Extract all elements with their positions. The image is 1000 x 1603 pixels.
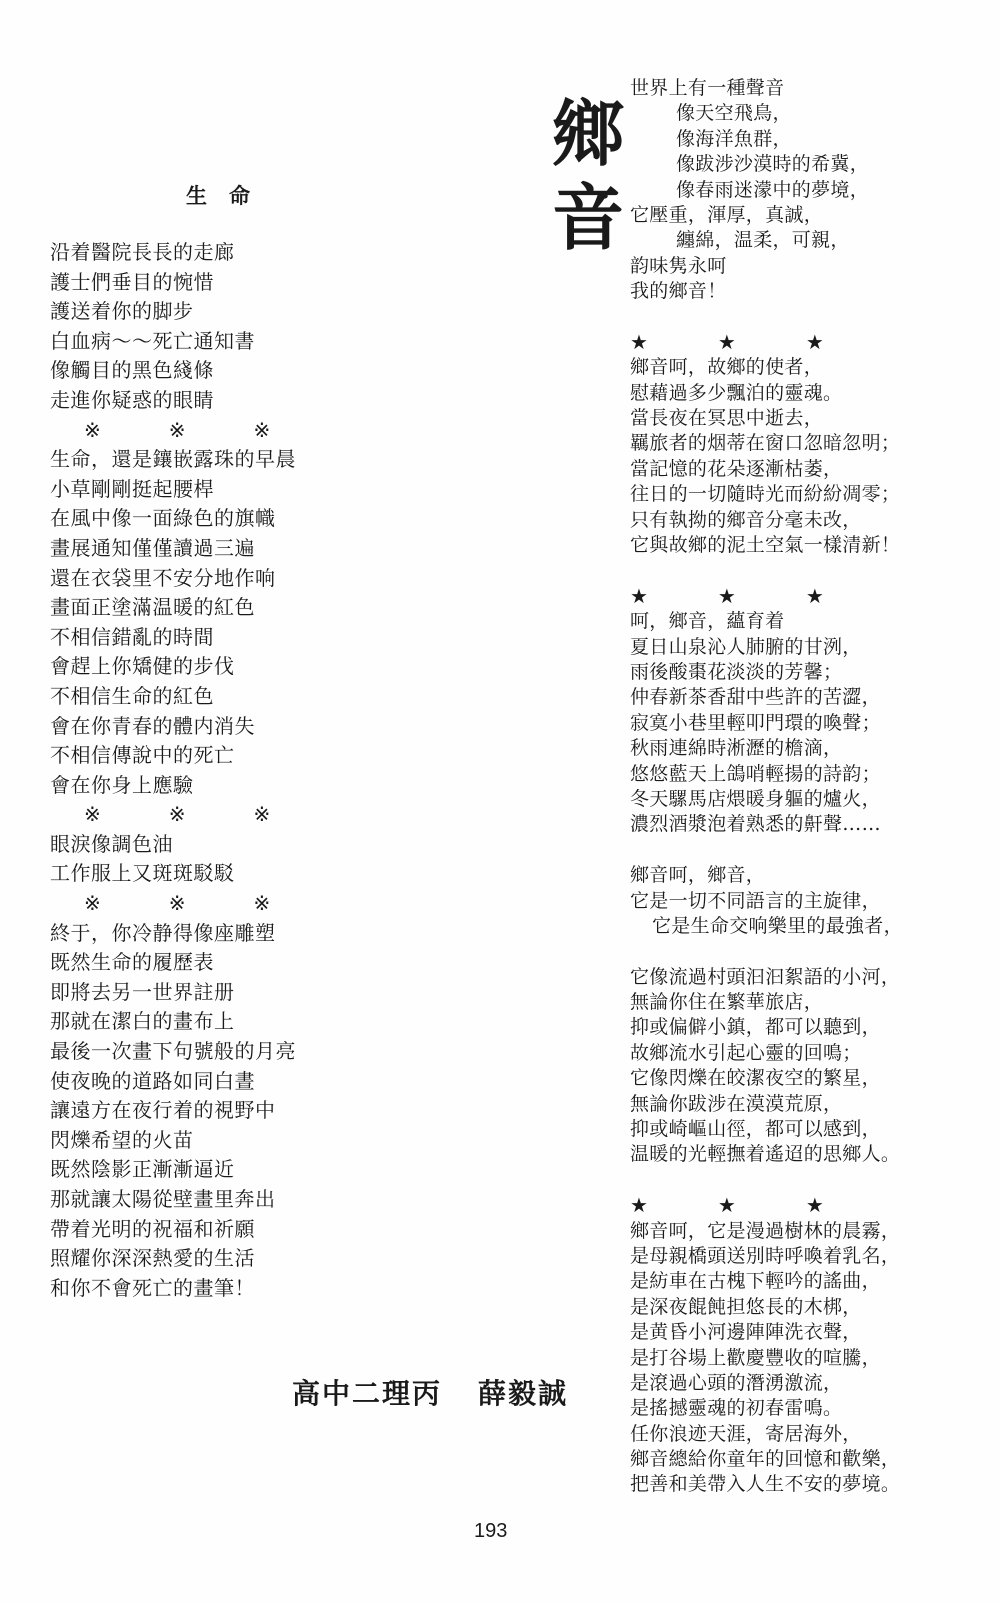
- poem-line: 還在衣袋里不安分地作响: [50, 565, 276, 590]
- big-title-char-1: 鄉: [551, 91, 624, 176]
- poem-line: 使夜晚的道路如同白晝: [50, 1068, 255, 1093]
- poem-line: 像觸目的黑色綫條: [50, 358, 214, 383]
- poem-line: 雨後酸棗花淡淡的芳馨；: [630, 660, 843, 683]
- poem-line: 它是生命交响樂里的最強者，: [652, 914, 903, 937]
- poem-line: 它壓重，渾厚，真誠，: [630, 203, 824, 226]
- poem-line: 抑或偏僻小鎮，都可以聽到，: [630, 1016, 881, 1039]
- poem-line: 閃爍希望的火苗: [50, 1127, 194, 1152]
- poem-line: 慰藉過多少飄泊的靈魂。: [630, 381, 843, 404]
- poem-line: 仲春新茶香甜中些許的苦澀，: [630, 686, 881, 709]
- poem-line: 像春雨迷濛中的夢境，: [676, 178, 870, 201]
- poem-line: 當長夜在冥思中逝去，: [630, 407, 824, 430]
- poem-line: 眼淚像調色油: [50, 831, 173, 856]
- poem-line: 寂寞小巷里輕叩門環的喚聲；: [630, 711, 881, 734]
- poem-line: 鄉音呵，鄉音，: [630, 864, 766, 887]
- left-poem-title: 生命: [186, 183, 272, 208]
- author-class: 高中二理丙: [292, 1377, 443, 1410]
- poem-line: 是滾過心頭的潛湧激流，: [630, 1371, 843, 1394]
- poem-line: 沿着醫院長長的走廊: [50, 240, 235, 264]
- poem-line: 即將去另一世界註册: [50, 979, 235, 1004]
- page-number: 193: [474, 1520, 508, 1542]
- poem-line: 韵味隽永呵: [630, 254, 727, 277]
- poem-line: 故鄉流水引起心靈的回鳴；: [630, 1041, 862, 1064]
- poem-line: 往日的一切隨時光而紛紛凋零；: [630, 483, 901, 506]
- poem-line: 不相信生命的紅色: [50, 683, 214, 708]
- poem-line: 當記憶的花朵逐漸枯萎，: [630, 457, 843, 480]
- poem-line: 會在你身上應驗: [50, 772, 194, 797]
- star-separator: ★★★: [630, 329, 894, 354]
- poem-line: 生命，還是鑲嵌露珠的早晨: [50, 447, 296, 472]
- poem-line: 呵，鄉音，蘊育着: [630, 610, 785, 633]
- star-separator: ★★★: [630, 1193, 894, 1218]
- author-line: [292, 1372, 568, 1412]
- right-poem-big-title: [548, 92, 628, 260]
- poem-line: 是打谷場上歡慶豐收的喧騰，: [630, 1346, 881, 1369]
- poem-line: 終于，你冷静得像座雕塑: [50, 920, 276, 945]
- poem-line: 會在你青春的體内消失: [50, 713, 255, 738]
- big-title-char-2: 音: [551, 175, 624, 260]
- stanza-break: [630, 305, 980, 330]
- poem-line: 照耀你深深熱愛的生活: [50, 1246, 255, 1271]
- author-name: 薛毅誠: [478, 1377, 569, 1410]
- poem-line: 帶着光明的祝福和祈願: [50, 1216, 255, 1241]
- poem-line: 像跋涉沙漠時的希冀，: [676, 153, 870, 176]
- poem-line: 不相信錯亂的時間: [50, 624, 214, 649]
- poem-line: 畫面正塗滿温暖的紅色: [50, 595, 255, 620]
- poem-line: 走進你疑惑的眼睛: [50, 387, 214, 412]
- poem-line: 羈旅者的烟蒂在窗口忽暗忽明；: [630, 432, 901, 455]
- stanza-break: [630, 558, 980, 583]
- poem-line: 那就讓太陽從壁畫里奔出: [50, 1187, 276, 1211]
- poem-line: 它與故鄉的泥土空氣一樣清新！: [630, 534, 901, 557]
- poem-line: 像海洋魚群，: [676, 127, 792, 150]
- poem-line: 護送着你的脚步: [50, 299, 194, 324]
- poem-line: 悠悠藍天上鴿哨輕揚的詩韵；: [630, 762, 881, 785]
- poem-line: 鄉音呵，它是漫過樹林的晨霧，: [630, 1219, 901, 1242]
- poem-line: 是紡車在古槐下輕吟的謠曲，: [630, 1270, 881, 1293]
- poem-line: 冬天騾馬店煨暖身軀的爐火，: [630, 787, 881, 810]
- section-separator: ※※※: [84, 802, 339, 827]
- poem-line: 世界上有一種聲音: [630, 77, 785, 99]
- poem-line: 那就在潔白的畫布上: [50, 1009, 235, 1034]
- poem-line: 任你浪迹天涯，寄居海外，: [630, 1422, 862, 1445]
- poem-line: 纏綿，温柔，可親，: [676, 229, 850, 252]
- poem-line: 白血病～～死亡通知書: [50, 328, 255, 353]
- poem-line: 是母親橋頭送別時呼喚着乳名，: [630, 1244, 901, 1267]
- poem-line: 最後一次畫下句號般的月亮: [50, 1039, 296, 1064]
- poem-line: 是黄昏小河邊陣陣洗衣聲，: [630, 1321, 862, 1344]
- right-poem: [630, 76, 980, 1498]
- poem-line: 會趕上你矯健的步伐: [50, 654, 235, 679]
- stanza-break: [630, 838, 980, 863]
- poem-line: 小草剛剛挺起腰桿: [50, 476, 214, 501]
- left-poem: [50, 238, 390, 1303]
- stanza-break: [630, 939, 980, 964]
- poem-line: 秋雨連綿時淅瀝的檐滴，: [630, 737, 843, 760]
- poem-line: 無論你跋涉在漠漠荒原，: [630, 1092, 843, 1115]
- poem-line: 是深夜餛飩担悠長的木梆，: [630, 1295, 862, 1318]
- poem-line: 鄉音呵，故鄉的使者，: [630, 356, 824, 379]
- poem-line: 它像閃爍在皎潔夜空的繁星，: [630, 1067, 881, 1090]
- poem-line: 既然生命的履歷表: [50, 950, 214, 975]
- poem-line: 只有執拗的鄉音分毫未改，: [630, 508, 862, 531]
- poem-line: 既然陰影正漸漸逼近: [50, 1157, 235, 1182]
- section-separator: ※※※: [84, 417, 339, 442]
- poem-line: 温暖的光輕撫着遙迢的思鄉人。: [630, 1143, 901, 1166]
- section-separator: ※※※: [84, 891, 339, 916]
- poem-line: 它像流過村頭汩汩絮語的小河，: [630, 965, 901, 988]
- poem-line: 濃烈酒漿泡着熟悉的鼾聲……: [630, 813, 881, 836]
- poem-line: 抑或崎嶇山徑，都可以感到，: [630, 1118, 881, 1141]
- poem-line: 它是一切不同語言的主旋律，: [630, 889, 881, 912]
- poem-line: 和你不會死亡的畫筆！: [50, 1275, 255, 1300]
- poem-line: 夏日山泉沁人肺腑的甘洌，: [630, 635, 862, 658]
- star-separator: ★★★: [630, 583, 894, 608]
- poem-line: 無論你住在繁華旅店，: [630, 991, 824, 1014]
- poem-line: 在風中像一面綠色的旗幟: [50, 506, 276, 531]
- poem-line: 畫展通知僅僅讀過三遍: [50, 535, 255, 560]
- poem-line: 是搖撼靈魂的初春雷鳴。: [630, 1397, 843, 1420]
- stanza-break: [630, 1168, 980, 1193]
- poem-line: 像天空飛鳥，: [676, 102, 792, 125]
- poem-line: 讓遠方在夜行着的視野中: [50, 1098, 276, 1123]
- poem-line: 鄉音總給你童年的回憶和歡樂，: [630, 1448, 901, 1471]
- poem-line: 把善和美帶入人生不安的夢境。: [630, 1473, 901, 1496]
- poem-line: 我的鄉音！: [630, 280, 727, 303]
- poem-line: 工作服上又斑斑駁駁: [50, 861, 235, 886]
- poem-line: 不相信傳說中的死亡: [50, 743, 235, 768]
- poem-line: 護士們垂目的惋惜: [50, 269, 214, 294]
